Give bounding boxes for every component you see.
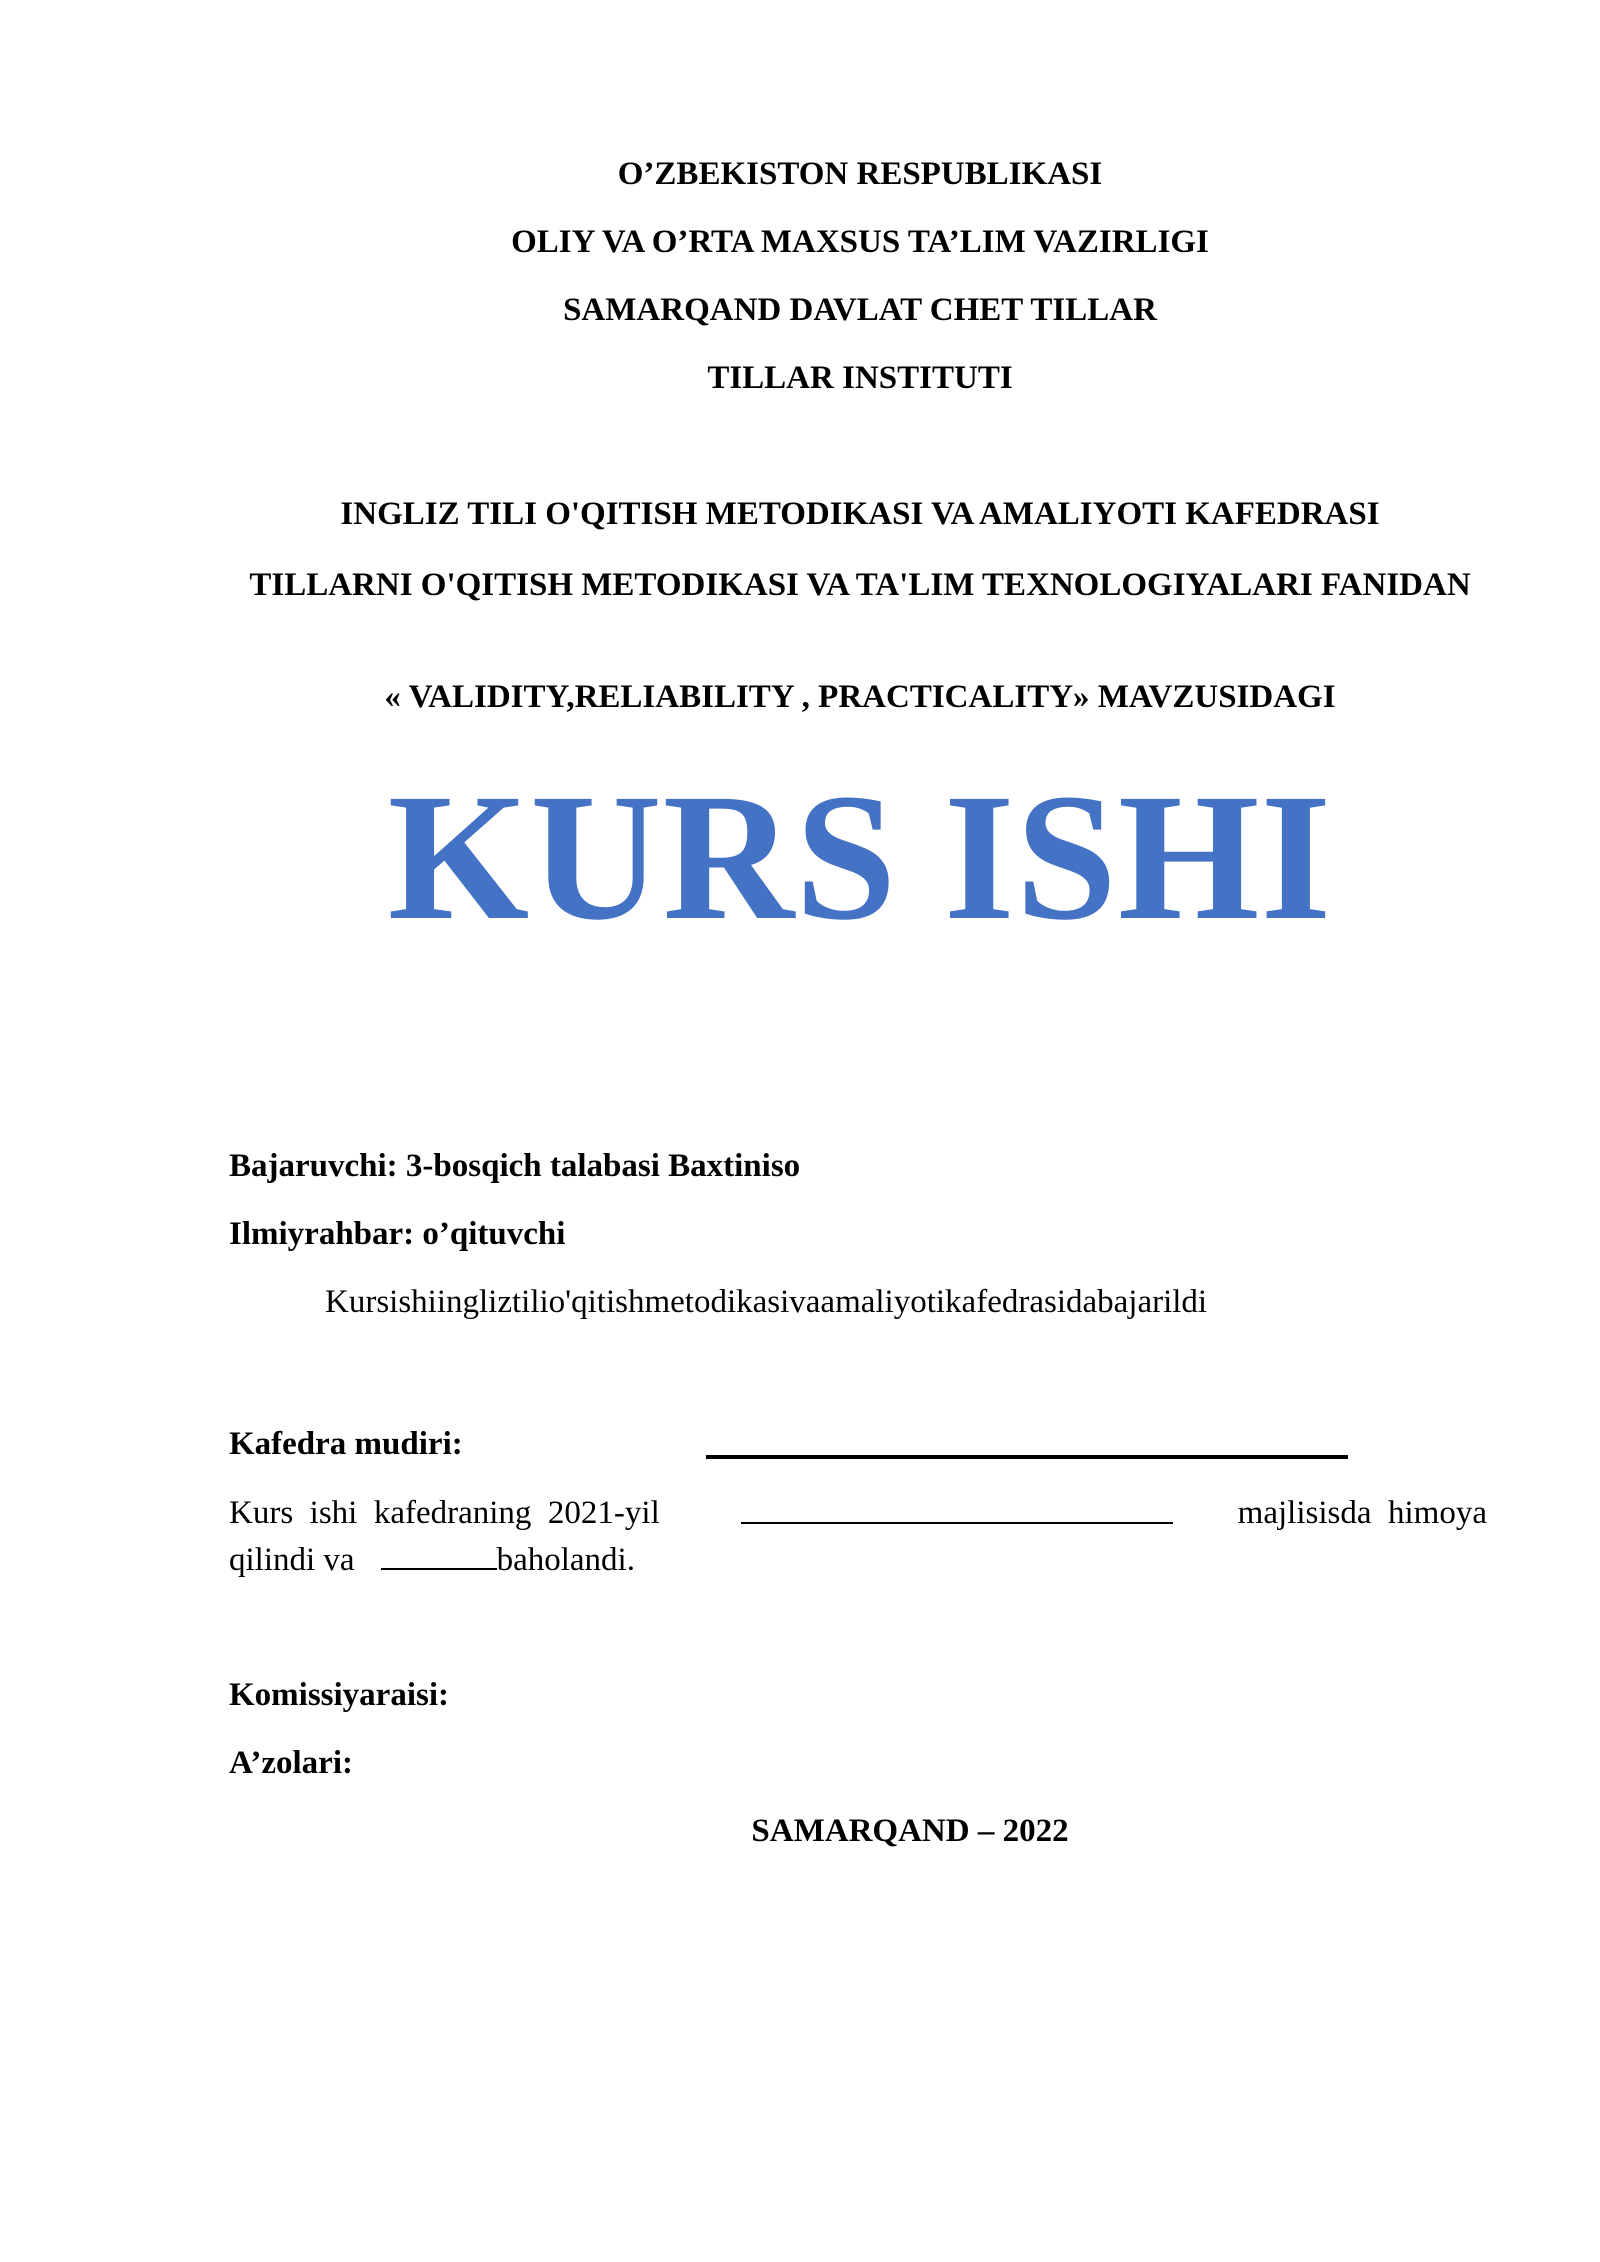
supervisor-line: Ilmiyrahbar: o’qituvchi	[229, 1216, 566, 1252]
header-institute-line1: SAMARQAND DAVLAT CHET TILLAR	[563, 292, 1157, 328]
defense-text-middle: majlisisda himoya	[1237, 1495, 1487, 1531]
performer-line: Bajaruvchi: 3-bosqich talabasi Baxtiniso	[229, 1148, 801, 1184]
department-name: INGLIZ TILI O'QITISH METODIKASI VA AMALIYOTI KAFEDRASI	[340, 496, 1380, 532]
header-institute-line2: TILLAR INSTITUTI	[707, 360, 1013, 396]
defense-text-start: Kurs ishi kafedraning 2021-yil	[229, 1495, 660, 1531]
signature-line	[706, 1455, 1348, 1459]
department-head-label: Kafedra mudiri:	[229, 1426, 463, 1462]
defense-paragraph	[229, 1490, 1487, 1583]
page-title: KURS ISHI	[387, 757, 1333, 958]
commission-chair-label: Komissiyaraisi:	[229, 1677, 449, 1713]
place-year-footer: SAMARQAND – 2022	[751, 1813, 1069, 1849]
defense-text-continue: qilindi va	[229, 1542, 355, 1578]
defense-text-end: baholandi.	[496, 1542, 635, 1578]
header-country: O’ZBEKISTON RESPUBLIKASI	[617, 156, 1103, 192]
date-blank	[741, 1490, 1173, 1524]
grade-blank	[381, 1536, 497, 1570]
completion-note: Kursishiingliztilio'qitishmetodikasivaamaliyotikafedrasidabajarildi	[325, 1284, 1208, 1320]
members-label: A’zolari:	[229, 1745, 353, 1781]
topic-line: « VALIDITY,RELIABILITY , PRACTICALITY» MAVZUSIDAGI	[384, 679, 1336, 715]
header-ministry: OLIY VA O’RTA MAXSUS TA’LIM VAZIRLIGI	[511, 224, 1209, 260]
subject-name: TILLARNI O'QITISH METODIKASI VA TA'LIM TEXNOLOGIYALARI FANIDAN	[249, 567, 1471, 603]
